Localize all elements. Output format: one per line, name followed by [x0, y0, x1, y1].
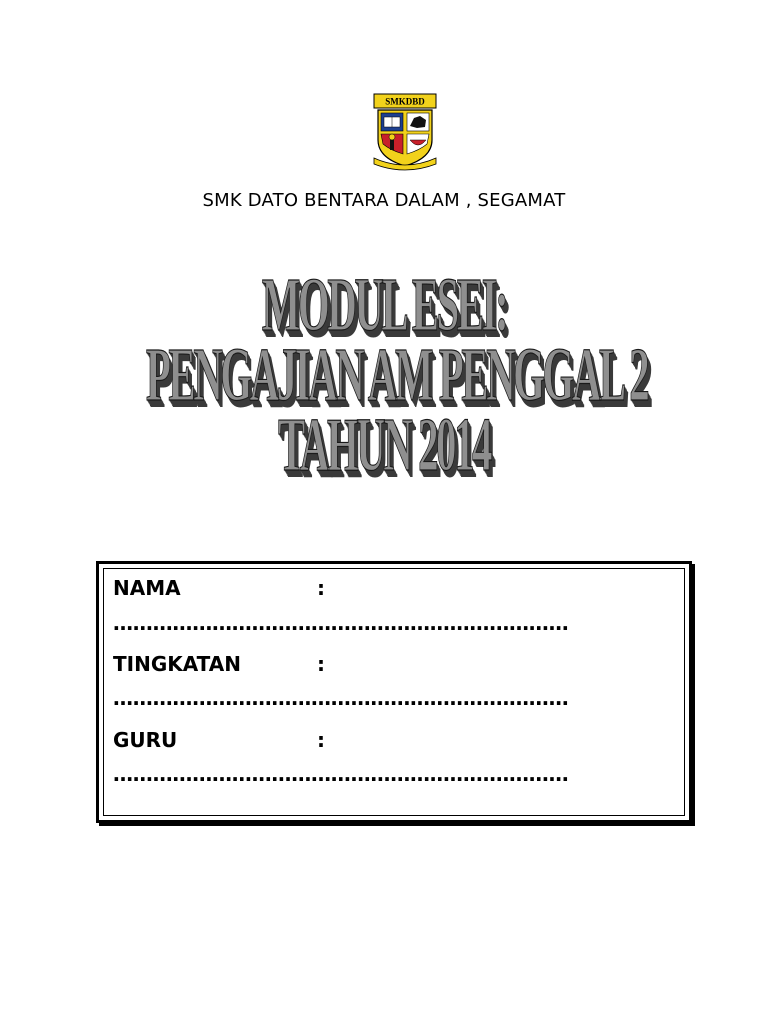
- logo-text: SMKDBD: [385, 96, 425, 107]
- tingkatan-label: TINGKATAN: [113, 652, 241, 676]
- guru-label: GURU: [113, 728, 178, 752]
- tingkatan-fill-line[interactable]: ……………………………………………………………: [113, 686, 569, 710]
- nama-label: NAMA: [113, 576, 181, 600]
- module-title: [0, 263, 768, 488]
- title-line-2: PENGAJIAN AM PENGGAL 2: [145, 333, 648, 418]
- guru-colon: :: [317, 728, 325, 752]
- nama-fill-line[interactable]: ……………………………………………………………: [113, 611, 569, 635]
- guru-fill-line[interactable]: ……………………………………………………………: [113, 762, 569, 786]
- title-line-1: MODUL ESEI:: [261, 263, 507, 348]
- school-name: SMK DATO BENTARA DALAM , SEGAMAT: [202, 190, 566, 211]
- tingkatan-colon: :: [317, 652, 325, 676]
- school-crest-logo: [370, 92, 440, 172]
- nama-colon: :: [317, 576, 325, 600]
- title-line-3: TAHUN 2014: [277, 403, 491, 488]
